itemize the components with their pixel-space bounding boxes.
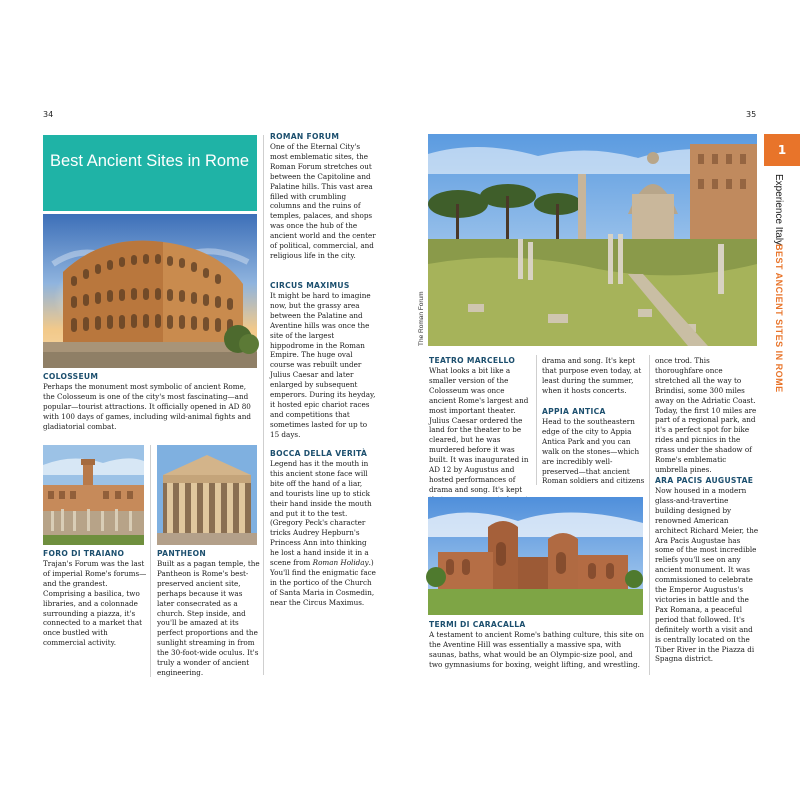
- termi-di-caracalla-heading: TERMI DI CARACALLA: [429, 620, 526, 629]
- pantheon-entry: [157, 549, 261, 678]
- film-title: Roman Holiday: [312, 558, 369, 568]
- appia-antica-continued: [655, 356, 759, 475]
- appia-antica-continued-text: once trod. This thoroughfare once stretched all the way to Brindisi, some 300 miles away on the Adriatic Coast. Today, the first 10 miles are part of a regional park, and it's a perfect spot for bike rides and picnics in the grass under the shadow of Rome's emblematic umbrella pines.: [655, 356, 757, 474]
- section-label: BEST ANCIENT SITES IN ROME: [774, 244, 784, 393]
- title-box: [43, 135, 257, 211]
- appia-antica-text: Head to the southeastern edge of the city to Appia Antica Park and you can walk on the stones—which are incredibly well-preserved—that ancient Roman soldiers and citizens: [542, 417, 645, 486]
- circus-maximus-text: It might be hard to imagine now, but the grassy area between the Palatine and Aventine hills was once the site of the largest hippodrome in the Roman Empire. The huge oval course was rebuilt under Julius Caesar and later enlarged by subsequent emperors. During its heyday, it hosted epic chariot races and competitions that sometimes lasted for up to 15 days.: [270, 291, 376, 439]
- column-divider: [649, 355, 650, 675]
- left-page-number: 34: [43, 110, 54, 119]
- bocca-della-verita-heading: BOCCA DELLA VERITÀ: [270, 449, 368, 458]
- column-divider: [536, 355, 537, 485]
- colosseum-photo: [43, 214, 257, 368]
- chapter-tab[interactable]: 1: [764, 134, 800, 166]
- pantheon-text: Built as a pagan temple, the Pantheon is Rome's best-preserved ancient site, perhaps because it was later consecrated as a church. Step inside, and you'll be amazed at its perfect proportions and the sunlight streaming in from the 30-foot-wide oculus. It's truly a wonder of ancient engineering.: [157, 559, 260, 677]
- teatro-marcello-text: What looks a bit like a smaller version of the Colosseum was once ancient Rome's largest and most important theater. Julius Caesar ordered the land for the theater to be cleared, but he was murdered before it was built. It was inaugurated in AD 12 by Augustus and hosted performances of drama and song. It's kept: [429, 366, 529, 494]
- teatro-marcello-continued: [542, 356, 646, 396]
- ara-pacis-heading: ARA PACIS AUGUSTAE: [655, 476, 754, 485]
- pantheon-photo: [157, 445, 257, 545]
- roman-forum-entry: [270, 132, 377, 261]
- teatro-marcello-heading: TEATRO MARCELLO: [429, 356, 516, 365]
- chapter-label: Experience Italy: [773, 174, 784, 246]
- ara-pacis-entry: [655, 476, 759, 664]
- ara-pacis-text: Now housed in a modern glass-and-travertine building designed by renowned American architect Richard Meier, the Ara Pacis Augustae has some of the most incredible reliefs you'll see on any ancient monument. It was commissioned to celebrate the Emperor Augustus's victories in battle and the Pax Romana, a peaceful period that followed. It's definitely worth a visit and is centrally located on the Tiber River in the Piazza di Spagna district.: [655, 486, 759, 664]
- termi-di-caracalla-photo: [428, 497, 643, 615]
- colosseum-entry: [43, 372, 257, 432]
- page-title: Best Ancient Sites in Rome: [50, 152, 250, 170]
- roman-forum-text: One of the Eternal City's most emblematic sites, the Roman Forum stretches out between the Capitoline and Palatine hills. This vast area filled with crumbling columns and the ruins of temples, palaces, and shops was once the hub of the ancient world and the center of political, commercial, and religious life in the city.: [270, 142, 376, 260]
- foro-di-traiano-heading: FORO DI TRAIANO: [43, 549, 125, 558]
- bocca-della-verita-entry: [270, 449, 377, 608]
- circus-maximus-heading: CIRCUS MAXIMUS: [270, 281, 350, 290]
- pantheon-heading: PANTHEON: [157, 549, 207, 558]
- appia-antica-entry: [542, 407, 646, 486]
- termi-di-caracalla-entry: [429, 620, 645, 670]
- right-page-number: 35: [746, 110, 757, 119]
- bocca-text-part: Legend has it the mouth in this ancient stone face will bite off the hand of a liar, and tourists line up to stick their hand inside the mouth and put it to the test. (Gregory Peck's character tricks Audrey Hepburn's Princess Ann into thinking he lost a hand inside it in a scene from: [270, 459, 372, 568]
- colosseum-text: Perhaps the monument most symbolic of ancient Rome, the Colosseum is one of the city's most fascinating—and popular—tourist attractions. It officially opened in AD 80 with 100 days of games, including wild-animal fights and gladiatorial combat.: [43, 382, 252, 431]
- termi-di-caracalla-text: A testament to ancient Rome's bathing culture, this site on the Aventine Hill was essentially a massive spa, with saunas, baths, what would be an Olympic-size pool, and two gymnasiums for boxing, weight lifting, and wrestling.: [429, 630, 645, 669]
- column-divider: [263, 135, 264, 675]
- bocca-della-verita-text: [270, 459, 377, 608]
- appia-antica-heading: APPIA ANTICA: [542, 407, 606, 416]
- circus-maximus-entry: [270, 281, 377, 440]
- roman-forum-heading: ROMAN FORUM: [270, 132, 340, 141]
- foro-di-traiano-photo: [43, 445, 144, 545]
- colosseum-heading: COLOSSEUM: [43, 372, 99, 381]
- photo-caption: The Roman Forum: [418, 291, 425, 346]
- teatro-marcello-entry: [429, 356, 533, 494]
- foro-di-traiano-text: Trajan's Forum was the last of imperial Rome's forums—and the grandest. Comprising a basilica, two libraries, and a colonnade surrounding a piazza, it's connected to a market that once bustled with commercial activity.: [43, 559, 147, 648]
- teatro-marcello-continued-text: drama and song. It's kept that purpose even today, at least during the summer, when it hosts concerts.: [542, 356, 642, 395]
- bocca-text-part: .) You'll find the enigmatic face in the portico of the Church of Santa Maria in Cosmedin, near the Circus Maximus.: [270, 558, 376, 607]
- roman-forum-photo: [428, 134, 757, 346]
- foro-di-traiano-entry: [43, 549, 147, 648]
- column-divider: [150, 445, 151, 677]
